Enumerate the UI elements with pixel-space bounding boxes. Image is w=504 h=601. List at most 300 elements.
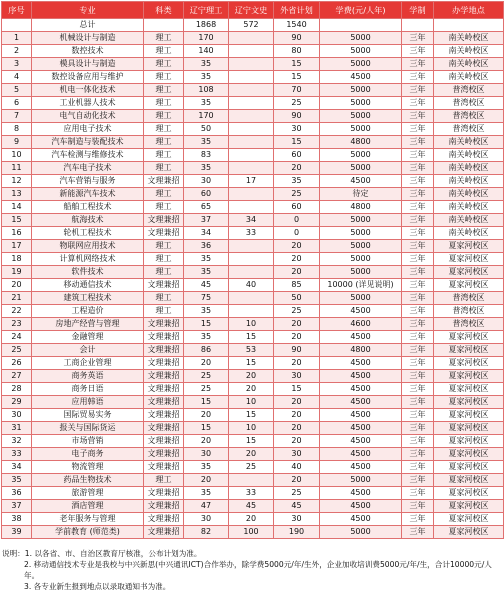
major-name: 工程造价 xyxy=(32,305,144,318)
liaoning-science-plan: 35 xyxy=(184,253,229,266)
other-province-plan: 0 xyxy=(274,214,320,227)
table-row xyxy=(2,318,504,331)
row-index: 35 xyxy=(2,474,32,487)
table-row xyxy=(2,71,504,84)
other-province-plan: 20 xyxy=(274,331,320,344)
campus: 南关岭校区 xyxy=(434,214,504,227)
row-index: 13 xyxy=(2,188,32,201)
liaoning-arts-plan: 53 xyxy=(229,344,274,357)
category: 理工 xyxy=(144,240,184,253)
major-name: 旅游管理 xyxy=(32,487,144,500)
liaoning-science-plan: 108 xyxy=(184,84,229,97)
major-name: 应用韩语 xyxy=(32,396,144,409)
liaoning-science-plan: 140 xyxy=(184,45,229,58)
other-province-plan: 30 xyxy=(274,513,320,526)
other-province-plan: 60 xyxy=(274,201,320,214)
major-name: 药品生物技术 xyxy=(32,474,144,487)
other-province-plan: 25 xyxy=(274,305,320,318)
duration: 三年 xyxy=(402,279,434,292)
major-name: 应用电子技术 xyxy=(32,123,144,136)
row-index: 38 xyxy=(2,513,32,526)
row-index: 5 xyxy=(2,84,32,97)
table-row xyxy=(2,110,504,123)
liaoning-arts-plan xyxy=(229,123,274,136)
table-row xyxy=(2,435,504,448)
row-index: 7 xyxy=(2,110,32,123)
category: 理工 xyxy=(144,58,184,71)
tuition: 4500 xyxy=(320,383,402,396)
tuition: 5000 xyxy=(320,149,402,162)
total-duration-cell xyxy=(402,19,434,32)
tuition: 5000 xyxy=(320,240,402,253)
major-name: 国际贸易实务 xyxy=(32,409,144,422)
other-province-plan: 90 xyxy=(274,344,320,357)
duration: 三年 xyxy=(402,201,434,214)
category: 文理兼招 xyxy=(144,318,184,331)
row-index: 33 xyxy=(2,448,32,461)
tuition: 5000 xyxy=(320,162,402,175)
col-header-tuition: 学费(元/人年) xyxy=(320,2,402,19)
liaoning-arts-plan: 20 xyxy=(229,383,274,396)
major-name: 轮机工程技术 xyxy=(32,227,144,240)
liaoning-science-plan: 25 xyxy=(184,383,229,396)
duration: 三年 xyxy=(402,383,434,396)
col-header-duration: 学制 xyxy=(402,2,434,19)
table-row xyxy=(2,58,504,71)
tuition: 5000 xyxy=(320,110,402,123)
campus: 夏家河校区 xyxy=(434,383,504,396)
other-province-plan: 20 xyxy=(274,422,320,435)
category: 理工 xyxy=(144,136,184,149)
liaoning-arts-plan xyxy=(229,292,274,305)
major-name: 机电一体化技术 xyxy=(32,84,144,97)
liaoning-science-plan: 35 xyxy=(184,266,229,279)
liaoning-arts-plan: 20 xyxy=(229,448,274,461)
row-index: 16 xyxy=(2,227,32,240)
tuition: 4500 xyxy=(320,331,402,344)
liaoning-science-plan: 20 xyxy=(184,435,229,448)
other-province-plan: 15 xyxy=(274,71,320,84)
duration: 三年 xyxy=(402,396,434,409)
category: 理工 xyxy=(144,162,184,175)
tuition: 5000 xyxy=(320,292,402,305)
total-row xyxy=(2,19,504,32)
duration: 三年 xyxy=(402,162,434,175)
major-name: 房地产经营与管理 xyxy=(32,318,144,331)
tuition: 5000 xyxy=(320,97,402,110)
category: 理工 xyxy=(144,474,184,487)
other-province-plan: 25 xyxy=(274,97,320,110)
table-row xyxy=(2,253,504,266)
campus: 南关岭校区 xyxy=(434,32,504,45)
duration: 三年 xyxy=(402,448,434,461)
major-name: 商务日语 xyxy=(32,383,144,396)
duration: 三年 xyxy=(402,513,434,526)
row-index: 36 xyxy=(2,487,32,500)
liaoning-science-plan: 35 xyxy=(184,136,229,149)
liaoning-arts-plan xyxy=(229,240,274,253)
tuition: 5000 xyxy=(320,58,402,71)
duration: 三年 xyxy=(402,357,434,370)
other-province-plan: 35 xyxy=(274,175,320,188)
table-row xyxy=(2,227,504,240)
col-header-campus: 办学地点 xyxy=(434,2,504,19)
campus: 普湾校区 xyxy=(434,318,504,331)
table-row xyxy=(2,266,504,279)
row-index: 32 xyxy=(2,435,32,448)
row-index: 30 xyxy=(2,409,32,422)
category: 文理兼招 xyxy=(144,396,184,409)
table-row xyxy=(2,84,504,97)
major-name: 报关与国际货运 xyxy=(32,422,144,435)
other-province-plan: 80 xyxy=(274,45,320,58)
row-index: 23 xyxy=(2,318,32,331)
other-province-plan: 60 xyxy=(274,149,320,162)
major-name: 老年服务与管理 xyxy=(32,513,144,526)
campus: 夏家河校区 xyxy=(434,344,504,357)
other-province-plan: 20 xyxy=(274,409,320,422)
liaoning-arts-plan: 45 xyxy=(229,500,274,513)
campus: 普湾校区 xyxy=(434,305,504,318)
other-province-plan: 25 xyxy=(274,188,320,201)
tuition: 5000 xyxy=(320,45,402,58)
liaoning-arts-plan xyxy=(229,136,274,149)
table-row xyxy=(2,214,504,227)
duration: 三年 xyxy=(402,422,434,435)
category: 理工 xyxy=(144,45,184,58)
row-index: 17 xyxy=(2,240,32,253)
liaoning-science-plan: 20 xyxy=(184,474,229,487)
table-row xyxy=(2,45,504,58)
category: 文理兼招 xyxy=(144,422,184,435)
other-province-plan: 25 xyxy=(274,487,320,500)
duration: 三年 xyxy=(402,266,434,279)
table-row xyxy=(2,409,504,422)
liaoning-science-plan: 30 xyxy=(184,513,229,526)
other-province-plan: 20 xyxy=(274,318,320,331)
campus: 南关岭校区 xyxy=(434,175,504,188)
tuition: 5000 xyxy=(320,227,402,240)
row-index: 8 xyxy=(2,123,32,136)
row-index: 24 xyxy=(2,331,32,344)
liaoning-science-plan: 25 xyxy=(184,370,229,383)
major-name: 船舶工程技术 xyxy=(32,201,144,214)
tuition: 10000 (详见说明) xyxy=(320,279,402,292)
tuition: 4800 xyxy=(320,136,402,149)
category: 理工 xyxy=(144,292,184,305)
liaoning-arts-plan: 10 xyxy=(229,318,274,331)
tuition: 4500 xyxy=(320,175,402,188)
table-row xyxy=(2,344,504,357)
liaoning-arts-plan xyxy=(229,305,274,318)
other-province-plan: 50 xyxy=(274,292,320,305)
table-row xyxy=(2,188,504,201)
row-index: 29 xyxy=(2,396,32,409)
duration: 三年 xyxy=(402,175,434,188)
tuition: 4500 xyxy=(320,409,402,422)
campus: 夏家河校区 xyxy=(434,396,504,409)
row-index: 14 xyxy=(2,201,32,214)
row-index: 34 xyxy=(2,461,32,474)
liaoning-science-plan: 34 xyxy=(184,227,229,240)
campus: 夏家河校区 xyxy=(434,474,504,487)
major-name: 机械设计与制造 xyxy=(32,32,144,45)
table-row xyxy=(2,123,504,136)
row-index: 31 xyxy=(2,422,32,435)
liaoning-arts-plan: 15 xyxy=(229,409,274,422)
liaoning-science-plan: 35 xyxy=(184,71,229,84)
tuition: 4500 xyxy=(320,461,402,474)
liaoning-arts-plan: 40 xyxy=(229,279,274,292)
other-province-plan: 20 xyxy=(274,240,320,253)
category: 理工 xyxy=(144,110,184,123)
tuition: 4500 xyxy=(320,422,402,435)
other-province-plan: 30 xyxy=(274,448,320,461)
total-liaoning-science: 1868 xyxy=(184,19,229,32)
major-name: 航海技术 xyxy=(32,214,144,227)
tuition: 5000 xyxy=(320,266,402,279)
category: 文理兼招 xyxy=(144,526,184,539)
campus: 南关岭校区 xyxy=(434,201,504,214)
total-category-cell xyxy=(144,19,184,32)
major-name: 酒店管理 xyxy=(32,500,144,513)
campus: 夏家河校区 xyxy=(434,266,504,279)
major-name: 物联网应用技术 xyxy=(32,240,144,253)
liaoning-arts-plan xyxy=(229,201,274,214)
major-name: 会计 xyxy=(32,344,144,357)
liaoning-arts-plan: 17 xyxy=(229,175,274,188)
tuition: 4500 xyxy=(320,396,402,409)
campus: 南关岭校区 xyxy=(434,227,504,240)
table-row xyxy=(2,474,504,487)
row-index: 11 xyxy=(2,162,32,175)
duration: 三年 xyxy=(402,123,434,136)
table-row xyxy=(2,396,504,409)
duration: 三年 xyxy=(402,110,434,123)
major-name: 电气自动化技术 xyxy=(32,110,144,123)
category: 文理兼招 xyxy=(144,409,184,422)
category: 文理兼招 xyxy=(144,331,184,344)
major-name: 工商企业管理 xyxy=(32,357,144,370)
campus: 普湾校区 xyxy=(434,292,504,305)
table-row xyxy=(2,357,504,370)
table-row xyxy=(2,526,504,539)
duration: 三年 xyxy=(402,487,434,500)
row-index: 18 xyxy=(2,253,32,266)
liaoning-science-plan: 35 xyxy=(184,58,229,71)
row-index: 3 xyxy=(2,58,32,71)
col-header-liaoning-science: 辽宁理工 xyxy=(184,2,229,19)
liaoning-arts-plan xyxy=(229,32,274,45)
table-row xyxy=(2,422,504,435)
major-name: 商务英语 xyxy=(32,370,144,383)
liaoning-science-plan: 45 xyxy=(184,279,229,292)
liaoning-science-plan: 83 xyxy=(184,149,229,162)
duration: 三年 xyxy=(402,253,434,266)
other-province-plan: 40 xyxy=(274,461,320,474)
campus: 夏家河校区 xyxy=(434,461,504,474)
row-index: 39 xyxy=(2,526,32,539)
category: 文理兼招 xyxy=(144,357,184,370)
duration: 三年 xyxy=(402,318,434,331)
category: 理工 xyxy=(144,97,184,110)
liaoning-arts-plan xyxy=(229,110,274,123)
other-province-plan: 85 xyxy=(274,279,320,292)
duration: 三年 xyxy=(402,409,434,422)
duration: 三年 xyxy=(402,435,434,448)
other-province-plan: 15 xyxy=(274,383,320,396)
duration: 三年 xyxy=(402,500,434,513)
liaoning-arts-plan: 20 xyxy=(229,513,274,526)
campus: 南关岭校区 xyxy=(434,136,504,149)
liaoning-arts-plan: 33 xyxy=(229,227,274,240)
tuition: 4500 xyxy=(320,513,402,526)
major-name: 工业机器人技术 xyxy=(32,97,144,110)
row-index: 22 xyxy=(2,305,32,318)
category: 理工 xyxy=(144,32,184,45)
tuition: 5000 xyxy=(320,123,402,136)
table-row xyxy=(2,175,504,188)
row-index: 15 xyxy=(2,214,32,227)
liaoning-science-plan: 30 xyxy=(184,175,229,188)
category: 文理兼招 xyxy=(144,383,184,396)
tuition: 4600 xyxy=(320,318,402,331)
campus: 南关岭校区 xyxy=(434,45,504,58)
liaoning-science-plan: 15 xyxy=(184,396,229,409)
other-province-plan: 30 xyxy=(274,123,320,136)
row-index: 1 xyxy=(2,32,32,45)
table-row xyxy=(2,149,504,162)
duration: 三年 xyxy=(402,292,434,305)
liaoning-arts-plan xyxy=(229,58,274,71)
col-header-category: 科类 xyxy=(144,2,184,19)
category: 文理兼招 xyxy=(144,344,184,357)
liaoning-science-plan: 86 xyxy=(184,344,229,357)
category: 文理兼招 xyxy=(144,448,184,461)
category: 理工 xyxy=(144,253,184,266)
liaoning-science-plan: 170 xyxy=(184,32,229,45)
major-name: 汽车营销与服务 xyxy=(32,175,144,188)
liaoning-science-plan: 35 xyxy=(184,305,229,318)
liaoning-arts-plan: 15 xyxy=(229,331,274,344)
other-province-plan: 90 xyxy=(274,110,320,123)
category: 文理兼招 xyxy=(144,435,184,448)
category: 文理兼招 xyxy=(144,279,184,292)
duration: 三年 xyxy=(402,344,434,357)
row-index: 20 xyxy=(2,279,32,292)
duration: 三年 xyxy=(402,45,434,58)
row-index: 6 xyxy=(2,97,32,110)
duration: 三年 xyxy=(402,188,434,201)
campus: 夏家河校区 xyxy=(434,448,504,461)
table-row xyxy=(2,240,504,253)
liaoning-science-plan: 36 xyxy=(184,240,229,253)
campus: 南关岭校区 xyxy=(434,58,504,71)
category: 文理兼招 xyxy=(144,175,184,188)
total-label: 总计 xyxy=(32,19,144,32)
tuition: 4500 xyxy=(320,357,402,370)
major-name: 电子商务 xyxy=(32,448,144,461)
col-header-other-province: 外省计划 xyxy=(274,2,320,19)
liaoning-arts-plan xyxy=(229,84,274,97)
tuition: 4500 xyxy=(320,305,402,318)
category: 理工 xyxy=(144,84,184,97)
tuition: 5000 xyxy=(320,84,402,97)
liaoning-science-plan: 82 xyxy=(184,526,229,539)
liaoning-arts-plan: 20 xyxy=(229,370,274,383)
other-province-plan: 20 xyxy=(274,435,320,448)
liaoning-arts-plan: 15 xyxy=(229,435,274,448)
major-name: 模具设计与制造 xyxy=(32,58,144,71)
campus: 夏家河校区 xyxy=(434,331,504,344)
category: 文理兼招 xyxy=(144,227,184,240)
other-province-plan: 0 xyxy=(274,227,320,240)
duration: 三年 xyxy=(402,240,434,253)
liaoning-arts-plan xyxy=(229,266,274,279)
major-name: 学前教育 (师范类) xyxy=(32,526,144,539)
row-index: 28 xyxy=(2,383,32,396)
tuition: 4800 xyxy=(320,344,402,357)
row-index: 27 xyxy=(2,370,32,383)
col-header-index: 序号 xyxy=(2,2,32,19)
note-2: 2. 移动通信技术专业是我校与中兴新思(中兴通讯ICT)合作举办，除学费5000元/年/生外，企业加收培训费5000元/年/生，合计10000元/人年。 xyxy=(24,560,492,580)
table-row xyxy=(2,331,504,344)
liaoning-arts-plan xyxy=(229,162,274,175)
duration: 三年 xyxy=(402,305,434,318)
campus: 夏家河校区 xyxy=(434,357,504,370)
other-province-plan: 15 xyxy=(274,136,320,149)
duration: 三年 xyxy=(402,149,434,162)
liaoning-science-plan: 35 xyxy=(184,97,229,110)
liaoning-science-plan: 37 xyxy=(184,214,229,227)
duration: 三年 xyxy=(402,331,434,344)
duration: 三年 xyxy=(402,32,434,45)
table-row xyxy=(2,97,504,110)
major-name: 移动通信技术 xyxy=(32,279,144,292)
campus: 普湾校区 xyxy=(434,110,504,123)
liaoning-arts-plan xyxy=(229,45,274,58)
category: 文理兼招 xyxy=(144,461,184,474)
enrollment-plan-table xyxy=(1,1,504,539)
category: 理工 xyxy=(144,305,184,318)
liaoning-arts-plan: 33 xyxy=(229,487,274,500)
tuition: 5000 xyxy=(320,32,402,45)
tuition: 4500 xyxy=(320,448,402,461)
category: 文理兼招 xyxy=(144,500,184,513)
duration: 三年 xyxy=(402,474,434,487)
liaoning-science-plan: 35 xyxy=(184,331,229,344)
liaoning-arts-plan: 34 xyxy=(229,214,274,227)
campus: 夏家河校区 xyxy=(434,253,504,266)
category: 理工 xyxy=(144,266,184,279)
liaoning-science-plan: 47 xyxy=(184,500,229,513)
major-name: 新能源汽车技术 xyxy=(32,188,144,201)
category: 文理兼招 xyxy=(144,487,184,500)
liaoning-science-plan: 15 xyxy=(184,318,229,331)
liaoning-science-plan: 60 xyxy=(184,188,229,201)
table-row xyxy=(2,448,504,461)
liaoning-arts-plan: 10 xyxy=(229,396,274,409)
campus: 南关岭校区 xyxy=(434,188,504,201)
other-province-plan: 45 xyxy=(274,500,320,513)
other-province-plan: 90 xyxy=(274,32,320,45)
row-index: 26 xyxy=(2,357,32,370)
major-name: 市场营销 xyxy=(32,435,144,448)
campus: 夏家河校区 xyxy=(434,526,504,539)
col-header-major: 专业 xyxy=(32,2,144,19)
campus: 夏家河校区 xyxy=(434,513,504,526)
major-name: 软件技术 xyxy=(32,266,144,279)
